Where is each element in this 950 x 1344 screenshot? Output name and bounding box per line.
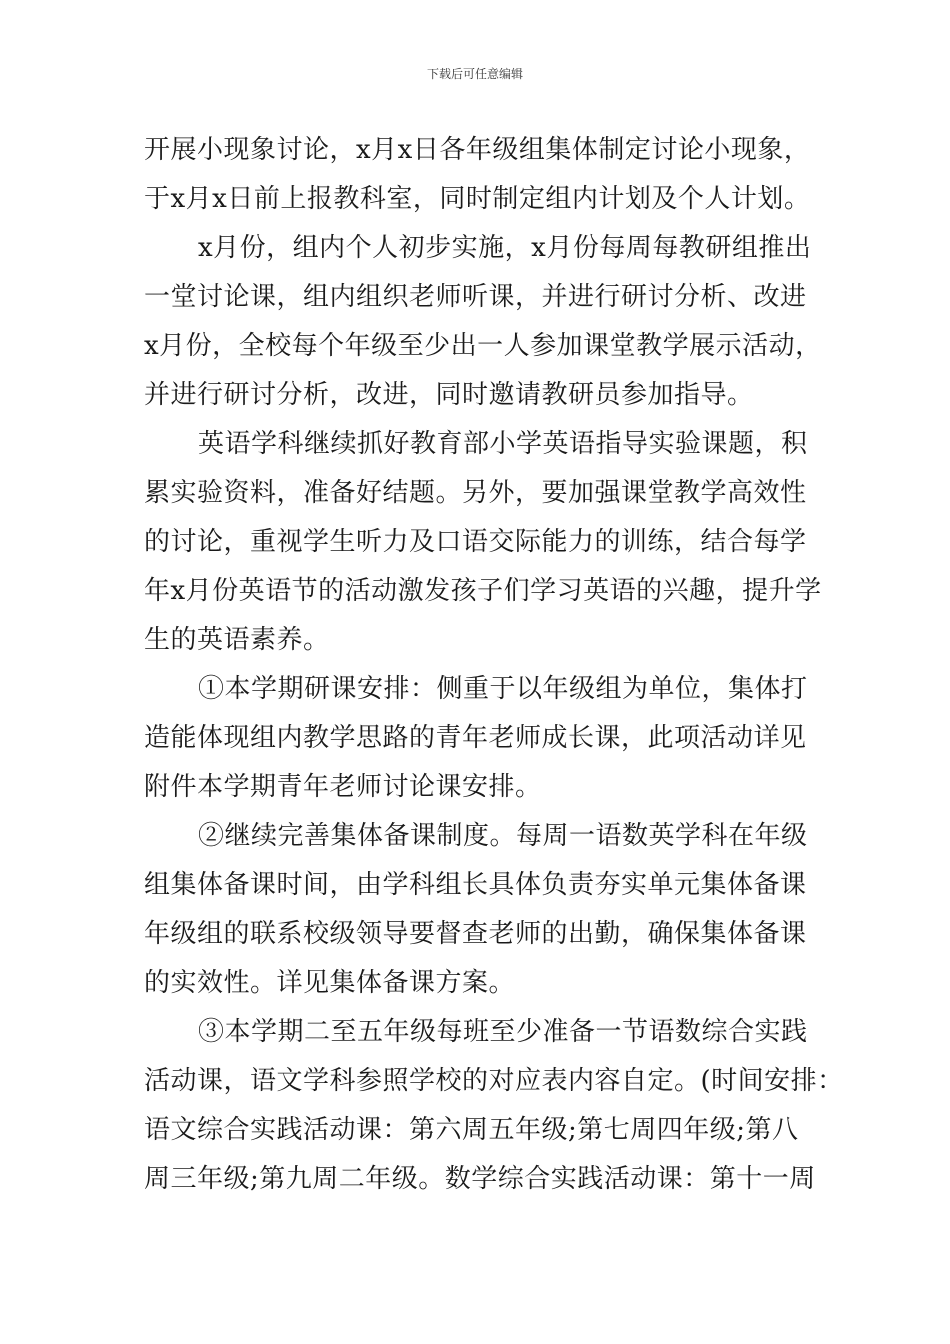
text-line: x月份，组内个人初步实施，x月份每周每教研组推出 [198, 233, 812, 263]
text-line: 周三年级;第九周二年级。数学综合实践活动课：第十一周 [144, 1164, 816, 1194]
text-line: 年级组的联系校级领导要督查老师的出勤，确保集体备课 [144, 919, 807, 949]
text-line: 组集体备课时间，由学科组长具体负责夯实单元集体备课 [144, 870, 807, 900]
text-line: 于x月x日前上报教科室，同时制定组内计划及个人计划。 [144, 184, 811, 214]
document-body [144, 126, 844, 1204]
paragraph-3 [144, 420, 824, 665]
text-line: x月份，全校每个年级至少出一人参加课堂教学展示活动， [144, 331, 822, 361]
text-line: 并进行研讨分析，改进，同时邀请教研员参加指导。 [144, 380, 754, 410]
text-line: 附件本学期青年老师讨论课安排。 [144, 772, 542, 802]
text-line: 生的英语素养。 [144, 625, 330, 655]
paragraph-4 [144, 665, 824, 812]
page-header: 下载后可任意编辑 [426, 67, 523, 81]
text-line: ②继续完善集体备课制度。每周一语数英学科在年级 [198, 821, 808, 851]
text-line: 英语学科继续抓好教育部小学英语指导实验课题，积 [198, 429, 808, 459]
text-line: 的实效性。详见集体备课方案。 [144, 968, 516, 998]
paragraph-2 [144, 224, 824, 420]
text-line: ①本学期研课安排：侧重于以年级组为单位，集体打 [198, 674, 808, 704]
paragraph-1 [144, 126, 824, 224]
paragraph-5 [144, 812, 824, 1008]
text-line: 一堂讨论课，组内组织老师听课，并进行研讨分析、改进 [144, 282, 807, 312]
paragraph-6 [144, 1008, 844, 1204]
text-line: ③本学期二至五年级每班至少准备一节语数综合实践 [198, 1017, 808, 1047]
text-line: 造能体现组内教学思路的青年老师成长课，此项活动详见 [144, 723, 807, 753]
text-line: 语文综合实践活动课：第六周五年级;第七周四年级;第八 [144, 1115, 799, 1145]
text-line: 年x月份英语节的活动激发孩子们学习英语的兴趣，提升学 [144, 576, 822, 606]
text-line: 活动课，语文学科参照学校的对应表内容自定。(时间安排： [144, 1066, 844, 1096]
text-line: 开展小现象讨论，x月x日各年级组集体制定讨论小现象， [144, 135, 811, 165]
text-line: 的讨论，重视学生听力及口语交际能力的训练，结合每学 [144, 527, 807, 557]
text-line: 累实验资料，准备好结题。另外，要加强课堂教学高效性 [144, 478, 807, 508]
